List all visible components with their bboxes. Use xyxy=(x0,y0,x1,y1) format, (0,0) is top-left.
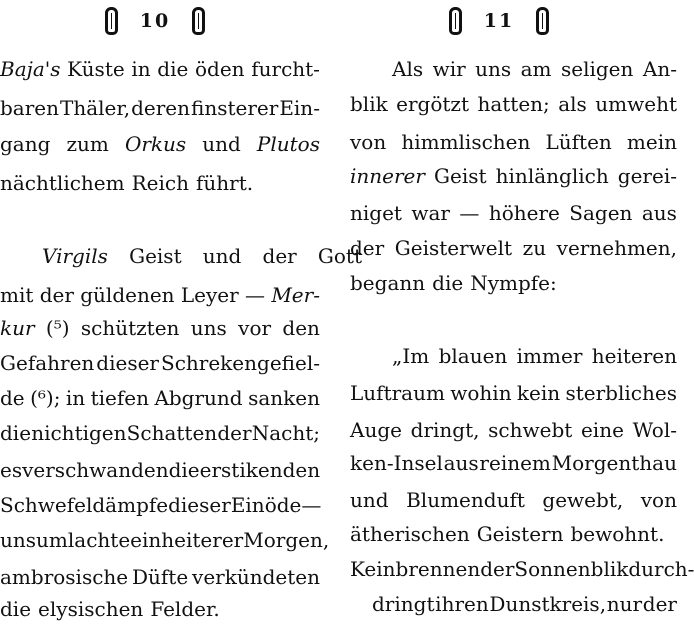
word: ätherischen xyxy=(350,522,470,546)
word: öden xyxy=(195,57,245,81)
page-header xyxy=(424,4,574,38)
word: de xyxy=(0,386,25,410)
word: schützten xyxy=(80,316,180,340)
text-line xyxy=(0,351,320,375)
word: Virgils xyxy=(42,244,108,268)
word: uns xyxy=(475,57,512,81)
word: „Im xyxy=(392,344,430,368)
page-number: 10 xyxy=(139,10,171,32)
word: blik xyxy=(350,92,388,116)
word: uns xyxy=(0,528,37,552)
word: Ein- xyxy=(279,96,320,120)
word: die xyxy=(157,57,189,81)
word: dringt xyxy=(372,592,435,616)
word: Orkus xyxy=(124,132,187,156)
text-line xyxy=(0,421,320,445)
word: Luftraum xyxy=(350,381,445,405)
word: mit xyxy=(0,283,34,307)
word: nichtigen xyxy=(31,421,127,445)
text-line xyxy=(0,283,320,307)
word: dieser xyxy=(96,351,159,375)
word: umlachte xyxy=(36,528,131,552)
word: Küste xyxy=(67,57,125,81)
word: in xyxy=(131,57,151,81)
word: immer xyxy=(516,344,583,368)
word: tiefen xyxy=(90,386,149,410)
word: ken-Insel xyxy=(350,451,443,475)
word: dringt, xyxy=(410,418,480,442)
text-line xyxy=(0,57,320,81)
word: heiterer xyxy=(161,528,244,552)
word: zum xyxy=(66,132,109,156)
word: Dunstkreis, xyxy=(489,592,607,616)
word: finsterer xyxy=(191,96,279,120)
word: wohin xyxy=(450,381,512,405)
text-line xyxy=(0,132,320,156)
word: Sonnenblik xyxy=(514,557,629,581)
text-line xyxy=(0,597,220,621)
text-line xyxy=(350,418,677,442)
word: Wol- xyxy=(632,418,677,442)
word: der xyxy=(642,592,677,616)
word: verschwanden xyxy=(22,458,169,482)
word: in xyxy=(65,386,86,410)
text-line xyxy=(350,381,677,405)
word: sanken xyxy=(248,386,320,410)
word: führt. xyxy=(195,171,254,195)
ornament-icon xyxy=(105,7,118,35)
word: mein xyxy=(626,130,677,154)
word: (⁵) xyxy=(45,316,70,340)
word: kein xyxy=(516,381,561,405)
text-line xyxy=(0,458,320,482)
word: brennender xyxy=(395,557,515,581)
word: deren xyxy=(131,96,191,120)
word: die xyxy=(168,458,200,482)
word: gewebt, xyxy=(542,488,624,512)
word: der xyxy=(262,244,297,268)
word: Auge xyxy=(350,418,402,442)
word: von xyxy=(640,488,677,512)
word: höhere xyxy=(488,201,560,225)
word: eine xyxy=(580,418,624,442)
word: und xyxy=(350,488,389,512)
page-number: 11 xyxy=(483,10,515,32)
word: gang xyxy=(0,132,51,156)
word: und xyxy=(202,132,241,156)
word: die xyxy=(0,421,32,445)
word: Leyer xyxy=(180,283,239,307)
word: wir xyxy=(432,57,466,81)
word: ambrosische xyxy=(0,565,129,589)
word: kur xyxy=(0,316,35,340)
word: elysischen xyxy=(38,597,144,621)
text-line xyxy=(0,316,320,340)
word: Schwefeldämpfe xyxy=(0,493,169,517)
word: Nympfe: xyxy=(470,271,557,295)
word: erstikenden xyxy=(199,458,321,482)
ornament-icon xyxy=(449,7,462,35)
word: Plutos xyxy=(256,132,320,156)
word: hatten; xyxy=(477,92,550,116)
word: Morgenthau xyxy=(551,451,677,475)
text-line xyxy=(0,96,320,120)
word: ihren xyxy=(435,592,489,616)
word: furcht- xyxy=(251,57,320,81)
word: es xyxy=(0,458,23,482)
text-line xyxy=(392,344,677,368)
word: uns xyxy=(190,316,227,340)
word: Schrekengefiel- xyxy=(161,351,320,375)
word: und xyxy=(202,244,242,268)
text-line xyxy=(350,451,677,475)
word: güldenen xyxy=(80,283,175,307)
word: schwebt xyxy=(488,418,573,442)
word: Felder. xyxy=(150,597,220,621)
word: hinlänglich xyxy=(495,164,609,188)
word: aus xyxy=(641,201,677,225)
word: vernehmen, xyxy=(556,236,677,260)
word: Als xyxy=(392,57,424,81)
word: ein xyxy=(130,528,162,552)
word: Gott xyxy=(317,244,362,268)
word: seligen xyxy=(560,57,634,81)
word: Thäler, xyxy=(60,96,131,120)
word: am xyxy=(520,57,552,81)
word: ergötzt xyxy=(396,92,470,116)
text-line xyxy=(350,271,557,295)
word: baren xyxy=(0,96,60,120)
word: gerei- xyxy=(617,164,677,188)
word: der xyxy=(350,236,385,260)
word: Baja's xyxy=(0,57,61,81)
word: dieser xyxy=(168,493,231,517)
word: nächtlichem xyxy=(0,171,125,195)
word: Reich xyxy=(131,171,189,195)
word: Einöde xyxy=(230,493,302,517)
word: als xyxy=(558,92,587,116)
word: Sagen xyxy=(569,201,633,225)
word: den xyxy=(282,316,320,340)
word: vor xyxy=(238,316,272,340)
text-line xyxy=(0,565,320,589)
word: An- xyxy=(642,57,677,81)
word: Abgrund xyxy=(154,386,243,410)
page-header xyxy=(94,4,216,38)
word: Lüften xyxy=(545,130,612,154)
text-line xyxy=(350,92,677,116)
word: Morgen, xyxy=(243,528,330,552)
text-line xyxy=(350,488,677,512)
text-line xyxy=(350,164,677,188)
text-line xyxy=(0,493,320,517)
word: zu xyxy=(522,236,547,260)
ornament-icon xyxy=(536,7,549,35)
text-line xyxy=(350,130,677,154)
word: Gefahren xyxy=(0,351,95,375)
word: reinem xyxy=(479,451,551,475)
word: der xyxy=(217,421,252,445)
word: durch- xyxy=(628,557,694,581)
word: Mer- xyxy=(271,283,320,307)
word: bewohnt. xyxy=(570,522,665,546)
word: sterbliches xyxy=(565,381,677,405)
word: nur xyxy=(606,592,643,616)
word: — xyxy=(459,201,480,225)
word: innerer xyxy=(350,164,425,188)
text-line xyxy=(350,236,677,260)
word: Düfte xyxy=(131,565,189,589)
word: niget xyxy=(350,201,402,225)
word: blauen xyxy=(438,344,508,368)
text-line xyxy=(350,557,694,581)
word: — xyxy=(301,493,322,517)
word: heiteren xyxy=(591,344,677,368)
text-line xyxy=(0,386,320,410)
text-line xyxy=(350,522,664,546)
word: begann xyxy=(350,271,426,295)
ornament-icon xyxy=(192,7,205,35)
text-line xyxy=(0,171,253,195)
word: aus xyxy=(443,451,479,475)
word: — xyxy=(245,283,265,307)
word: himmlischen xyxy=(401,130,531,154)
word: verkündeten xyxy=(192,565,320,589)
word: Geist xyxy=(434,164,487,188)
text-line xyxy=(0,528,330,552)
word: die xyxy=(432,271,464,295)
text-line xyxy=(392,57,677,81)
word: Kein xyxy=(350,557,396,581)
text-line xyxy=(350,201,677,225)
word: Schatten xyxy=(126,421,218,445)
word: Blumenduft xyxy=(406,488,525,512)
word: Geist xyxy=(129,244,182,268)
word: Nacht; xyxy=(251,421,320,445)
word: Geisterwelt xyxy=(394,236,513,260)
right-page xyxy=(350,0,694,633)
text-line xyxy=(42,244,362,268)
word: (⁶); xyxy=(30,386,61,410)
word: von xyxy=(350,130,387,154)
word: die xyxy=(0,597,32,621)
text-line xyxy=(372,592,677,616)
word: der xyxy=(39,283,74,307)
word: Geistern xyxy=(476,522,564,546)
word: umweht xyxy=(595,92,677,116)
word: war xyxy=(411,201,450,225)
